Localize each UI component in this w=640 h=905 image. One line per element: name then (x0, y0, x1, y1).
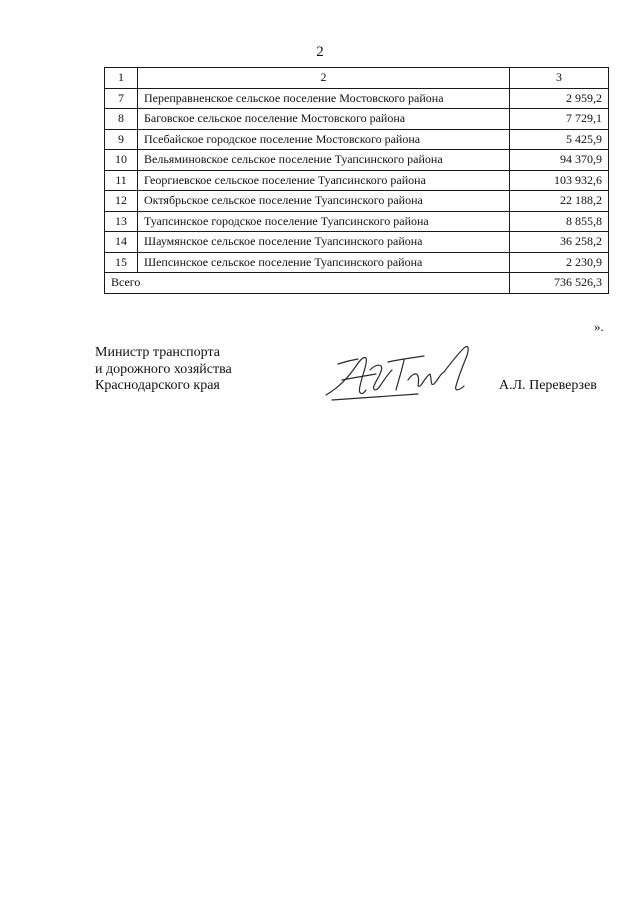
settlement-name: Вельяминовское сельское поселение Туапсинского района (138, 150, 510, 171)
table-row (105, 109, 609, 130)
position-line-3: Краснодарского края (95, 378, 220, 393)
row-number: 7 (105, 88, 138, 109)
table-row (105, 170, 609, 191)
amount-value: 22 188,2 (510, 191, 609, 212)
table-row (105, 150, 609, 171)
header-col-2: 2 (138, 68, 510, 89)
signatory-position (95, 345, 232, 395)
settlement-name: Переправненское сельское поселение Мостовского района (138, 88, 510, 109)
total-label: Всего (105, 273, 510, 294)
row-number: 14 (105, 232, 138, 253)
header-col-1: 1 (105, 68, 138, 89)
settlement-name: Туапсинское городское поселение Туапсинского района (138, 211, 510, 232)
page-number: 2 (316, 44, 324, 60)
row-number: 11 (105, 170, 138, 191)
settlement-name: Шепсинское сельское поселение Туапсинского района (138, 252, 510, 273)
table-total-row (105, 273, 609, 294)
table-row (105, 191, 609, 212)
row-number: 12 (105, 191, 138, 212)
row-number: 13 (105, 211, 138, 232)
amount-value: 7 729,1 (510, 109, 609, 130)
signer-name: А.Л. Переверзев (499, 378, 597, 393)
row-number: 8 (105, 109, 138, 130)
settlement-name: Псебайское городское поселение Мостовского района (138, 129, 510, 150)
amount-value: 8 855,8 (510, 211, 609, 232)
handwritten-signature-image (318, 340, 493, 410)
amount-value: 36 258,2 (510, 232, 609, 253)
position-line-1: Министр транспорта (95, 345, 220, 360)
settlement-name: Октябрьское сельское поселение Туапсинского района (138, 191, 510, 212)
amount-value: 2 230,9 (510, 252, 609, 273)
table-row (105, 211, 609, 232)
table-row (105, 252, 609, 273)
amount-value: 5 425,9 (510, 129, 609, 150)
amount-value: 103 932,6 (510, 170, 609, 191)
row-number: 10 (105, 150, 138, 171)
table-row (105, 129, 609, 150)
table-row (105, 232, 609, 253)
table-row (105, 88, 609, 109)
amount-value: 94 370,9 (510, 150, 609, 171)
settlement-name: Георгиевское сельское поселение Туапсинского района (138, 170, 510, 191)
allocation-table (104, 67, 609, 294)
settlement-name: Шаумянское сельское поселение Туапсинского района (138, 232, 510, 253)
header-col-3: 3 (510, 68, 609, 89)
table-header-row (105, 68, 609, 89)
row-number: 15 (105, 252, 138, 273)
amount-value: 2 959,2 (510, 88, 609, 109)
row-number: 9 (105, 129, 138, 150)
position-line-2: и дорожного хозяйства (95, 361, 232, 377)
closing-quote-mark: ». (594, 319, 604, 334)
settlement-name: Баговское сельское поселение Мостовского района (138, 109, 510, 130)
total-value: 736 526,3 (510, 273, 609, 294)
